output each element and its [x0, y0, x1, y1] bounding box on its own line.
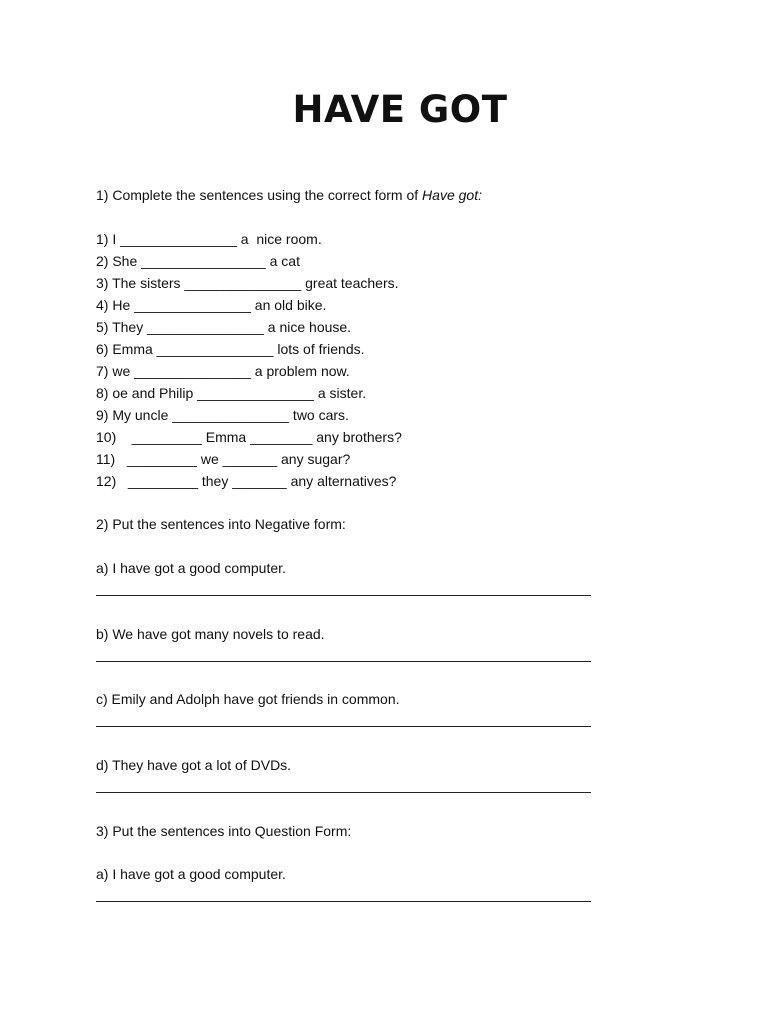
section2-item-c: c) Emily and Adolph have got friends in common.: [96, 691, 400, 707]
section1-item-6: 6) Emma _______________ lots of friends.: [96, 341, 365, 357]
section2-item-d: d) They have got a lot of DVDs.: [96, 757, 292, 773]
section1-instruction: [96, 186, 482, 204]
worksheet-title: HAVE GOT: [292, 88, 508, 131]
section1-item-5: 5) They _______________ a nice house.: [96, 319, 352, 335]
section2-item-b: b) We have got many novels to read.: [96, 626, 325, 642]
section2-item-a: a) I have got a good computer.: [96, 560, 286, 576]
section1-instruction-emphasis: Have got:: [422, 187, 482, 203]
answer-line: [96, 595, 591, 596]
section1-item-12: 12) _________ they _______ any alternatives?: [96, 473, 397, 489]
section1-item-11: 11) _________ we _______ any sugar?: [96, 451, 351, 467]
section3-instruction: 3) Put the sentences into Question Form:: [96, 823, 352, 839]
section1-item-4: 4) He _______________ an old bike.: [96, 297, 327, 313]
answer-line: [96, 792, 591, 793]
section2-instruction: 2) Put the sentences into Negative form:: [96, 516, 346, 532]
answer-line: [96, 661, 591, 662]
answer-line: [96, 726, 591, 727]
section1-item-3: 3) The sisters _______________ great teachers.: [96, 275, 399, 291]
section1-item-10: 10) _________ Emma ________ any brothers?: [96, 429, 402, 445]
section1-instruction-text: 1) Complete the sentences using the correct form of: [96, 187, 423, 203]
section3-item-a: a) I have got a good computer.: [96, 866, 286, 882]
section1-item-8: 8) oe and Philip _______________ a sister.: [96, 385, 367, 401]
section1-item-7: 7) we _______________ a problem now.: [96, 363, 350, 379]
section1-item-9: 9) My uncle _______________ two cars.: [96, 407, 349, 423]
section1-item-1: 1) I _______________ a nice room.: [96, 231, 322, 247]
answer-line: [96, 901, 591, 902]
section1-item-2: 2) She ________________ a cat: [96, 253, 300, 269]
